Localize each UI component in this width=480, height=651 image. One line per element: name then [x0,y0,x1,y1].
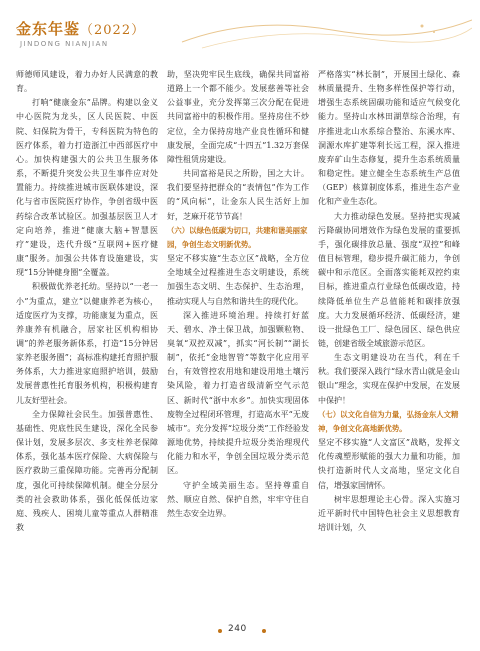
body-paragraph: 坚定不移实施“生态立区”战略，全方位全地域全过程推进生态文明建设，系统加强生态文明、生态保护、生态治理，推动实现人与自然和谐共生的现代化。 [167,254,309,306]
body-paragraph: 大力推动绿色发展。坚持把实现减污降碳协同增效作为绿色发展的重要抓手，强化碳排放总量、强度“双控”和峰值目标管理，稳步提升碳汇能力，争创碳中和示范区。全面落实能耗双控约束目标，推进重点行业绿色低碳改造，持续降低单位生产总值能耗和碳排放强度。大力发展循环经济、低碳经济，建设一批绿色工厂、绿色园区、绿色供应链，创建省级全域旅游示范区。 [318,211,460,348]
header-decoration [172,12,472,52]
body-paragraph: 积极做优养老托幼。坚持以“一老一小”为重点，建立“以健康养老为核心，适度医疗为支撑，功能康复为重点，医养康养有机融合，居家社区机构相协调”的养老服务新体系，打造“15分钟居家养老服务圈”；高标准构建托育照护服务体系，大力推进家庭照护培训，鼓励发展普惠性托育服务机构，积极构建育儿友好型社会。 [16,282,158,405]
body-paragraph: 守护全域美丽生态。坚持尊重自然、顺应自然、保护自然，牢牢守住自然生态安全边界。 [167,480,309,518]
body-paragraph: 共同富裕是民之所盼，国之大计。我们要坚持把群众的“表情包”作为工作的“风向标”，让金东人民生活好上加好，芝麻开花节节高！ [167,169,309,221]
section-heading: （七）以文化自信为力量，弘扬金东人文精神，争创文化高地新优势。 [318,409,459,433]
text-column-right [318,68,460,626]
book-year: （2022） [80,23,146,38]
page-number: 240 [228,624,247,634]
body-paragraph: 生态文明建设功在当代，利在千秋。我们要深入践行“绿水青山就是金山银山”理念，实现在保护中发展，在发展中保护！ [318,353,460,405]
body-paragraph: 坚定不移实施“人文富区”战略，发挥文化传魂塑形赋能的强大力量和功能，加快打造新时代人文高地，坚定文化自信，增强家国情怀。 [318,438,460,490]
article-body [16,68,460,626]
body-paragraph: 全力保障社会民生。加强普惠性、基础性、兜底性民生建设，深化全民参保计划，发展多层次、多支柱养老保障体系，强化基本医疗保险、大病保险与医疗救助三重保障功能。完善再分配制度，强化可持续保障机制。健全分层分类的社会救助体系，强化低保低边家庭、残疾人、困境儿童等重点人群精准救 [16,409,158,532]
text-column-left [16,68,158,626]
page-number-ornament-left [218,629,222,633]
page-number-ornament-right [262,629,266,633]
body-paragraph: 严格落实“林长制”，开展国土绿化、森林质量提升、生物多样性保护等行动，增强生态系统固碳功能和适应气候变化能力。坚持山水林田湖草综合治理，有序推进北山水系综合整治、东溪水库、洞源水库扩建等利长远工程，深入推进废弃矿山生态修复，提升生态系统质量和稳定性。建立健全生态系统生产总值（GEP）核算制度体系，推进生态产业化和产业生态化。 [318,70,460,207]
book-title-pinyin: JINDONG NIANJIAN [20,40,109,48]
body-paragraph: 深入推进环境治理。持续打好蓝天、碧水、净土保卫战，加强颗粒物、臭氧“双控双减”，抓实“河长制”“湖长制”，依托“金地智管”等数字化应用平台，有效管控农用地和建设用地土壤污染风险，着力打造省级清新空气示范区、新时代“浙中水乡”。加快实现固体废物全过程闭环管理，打造高水平“无废城市”。充分发挥“垃圾分类”工作经验发源地优势，持续提升垃圾分类治理现代化能力和水平，争创全国垃圾分类示范区。 [167,310,309,476]
book-title: 金东年鉴 [16,20,81,38]
text-column-middle [167,68,309,626]
body-paragraph: 师德师风建设，着力办好人民满意的教育。 [16,70,158,94]
section-heading: （六）以绿色低碳为切口，共建和谐美丽家园，争创生态文明新优势。 [167,225,308,249]
page-header [16,6,476,60]
body-paragraph: 打响“健康金东”品牌。构建以金义中心医院为龙头，区人民医院、中医院、妇保院为骨干，专科医院为特色的医疗体系，着力打造浙江中西部医疗中心。加快构建强大的公共卫生服务体系，不断提升突发公共卫生事件应对处置能力。持续推进城市医联体建设，深化与省市医院医疗协作，争创省级中医药综合改革试验区。加强基层医卫人才定向培养，推进“健康大脑+智慧医疗”建设，迭代升级“互联网+医疗健康”服务。加强公共体育设施建设，实现“15分钟健身圈”全覆盖。 [16,98,158,278]
running-title [16,18,145,39]
page-footer [0,622,480,642]
body-paragraph: 助，坚决兜牢民生底线，确保共同富裕道路上一个都不能少。发展慈善等社会公益事业，充分发挥第三次分配在促进共同富裕中的积极作用。坚持房住不炒定位，全力保持房地产业良性循环和健康发展，全面完成“十四五”1.32万套保障性租赁房建设。 [167,70,309,164]
body-paragraph: 树牢思想理论主心骨。深入实施习近平新时代中国特色社会主义思想教育培训计划，久 [318,494,460,532]
